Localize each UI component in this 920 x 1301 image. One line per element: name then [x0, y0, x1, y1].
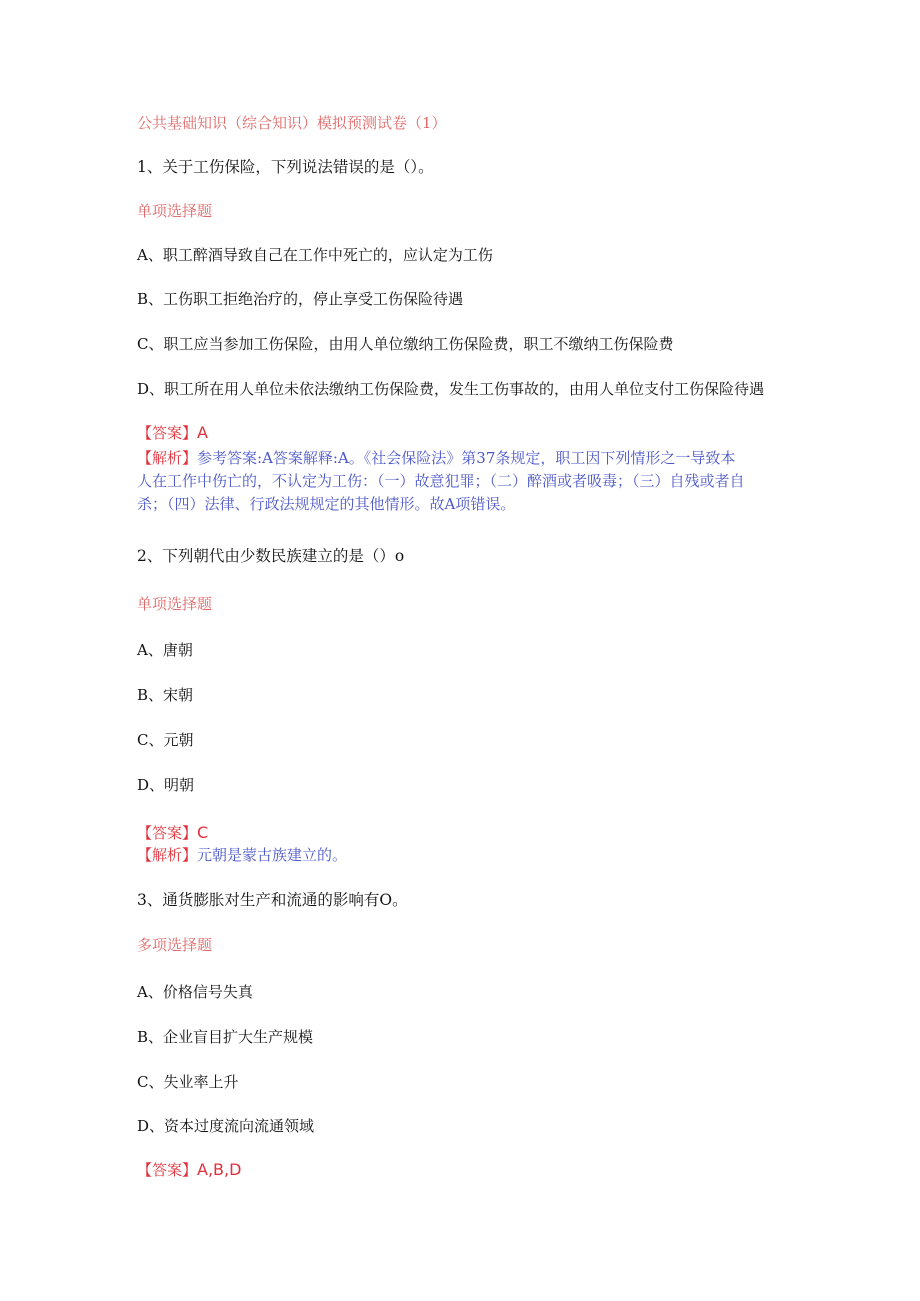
question-1-option-a: A、职工醉酒导致自己在工作中死亡的，应认定为工伤: [137, 246, 493, 264]
question-1-option-b: B、工伤职工拒绝治疗的，停止享受工伤保险待遇: [137, 290, 464, 308]
question-2-option-a: A、唐朝: [137, 641, 193, 659]
analysis-text: 元朝是蒙古族建立的。: [197, 846, 348, 864]
question-3-option-d: D、资本过度流向流通领域: [137, 1117, 315, 1135]
answer-value: C: [197, 823, 209, 842]
analysis-line-1: [137, 447, 797, 470]
question-3-type: 多项选择题: [137, 936, 213, 954]
answer-tag: 【答案】: [137, 1161, 198, 1179]
question-3-option-b: B、企业盲目扩大生产规模: [137, 1028, 314, 1046]
analysis-line-1: [137, 844, 797, 867]
answer-tag: 【答案】: [137, 424, 198, 442]
question-2-option-c: C、元朝: [137, 731, 194, 749]
document-title: 公共基础知识（综合知识）模拟预测试卷（1）: [137, 114, 447, 132]
question-2-answer: [137, 823, 208, 843]
question-1-stem: 1、关于工伤保险，下列说法错误的是（）。: [137, 158, 434, 176]
question-2-analysis: [137, 844, 797, 867]
question-2-type: 单项选择题: [137, 595, 213, 613]
analysis-tag: 【解析】: [137, 449, 198, 467]
question-3-answer: [137, 1160, 241, 1180]
analysis-line-2: 人在工作中伤亡的，不认定为工伤：（一）故意犯罪；（二）醉酒或者吸毒；（三）自残或者自: [137, 472, 745, 490]
question-1-answer: [137, 423, 208, 443]
question-1-analysis: [137, 447, 797, 516]
question-2-option-b: B、宋朝: [137, 686, 194, 704]
analysis-line-3: 杀；（四）法律、行政法规规定的其他情形。故A项错误。: [137, 495, 516, 513]
analysis-text: 参考答案:A答案解释:A。《社会保险法》第37条规定，职工因下列情形之一导致本: [197, 449, 736, 467]
question-3-option-a: A、价格信号失真: [137, 983, 253, 1001]
question-3-option-c: C、失业率上升: [137, 1073, 239, 1091]
question-1-option-d: D、职工所在用人单位未依法缴纳工伤保险费，发生工伤事故的，由用人单位支付工伤保险待遇: [137, 380, 765, 398]
question-3-stem: 3、通货膨胀对生产和流通的影响有O。: [137, 891, 408, 909]
question-1-type: 单项选择题: [137, 202, 213, 220]
analysis-tag: 【解析】: [137, 846, 198, 864]
answer-tag: 【答案】: [137, 824, 198, 842]
question-1-option-c: C、职工应当参加工伤保险，由用人单位缴纳工伤保险费，职工不缴纳工伤保险费: [137, 335, 674, 353]
answer-value: A: [197, 423, 208, 442]
question-2-stem: 2、下列朝代由少数民族建立的是（）o: [137, 547, 405, 565]
answer-value: A,B,D: [197, 1160, 242, 1179]
question-2-option-d: D、明朝: [137, 776, 195, 794]
